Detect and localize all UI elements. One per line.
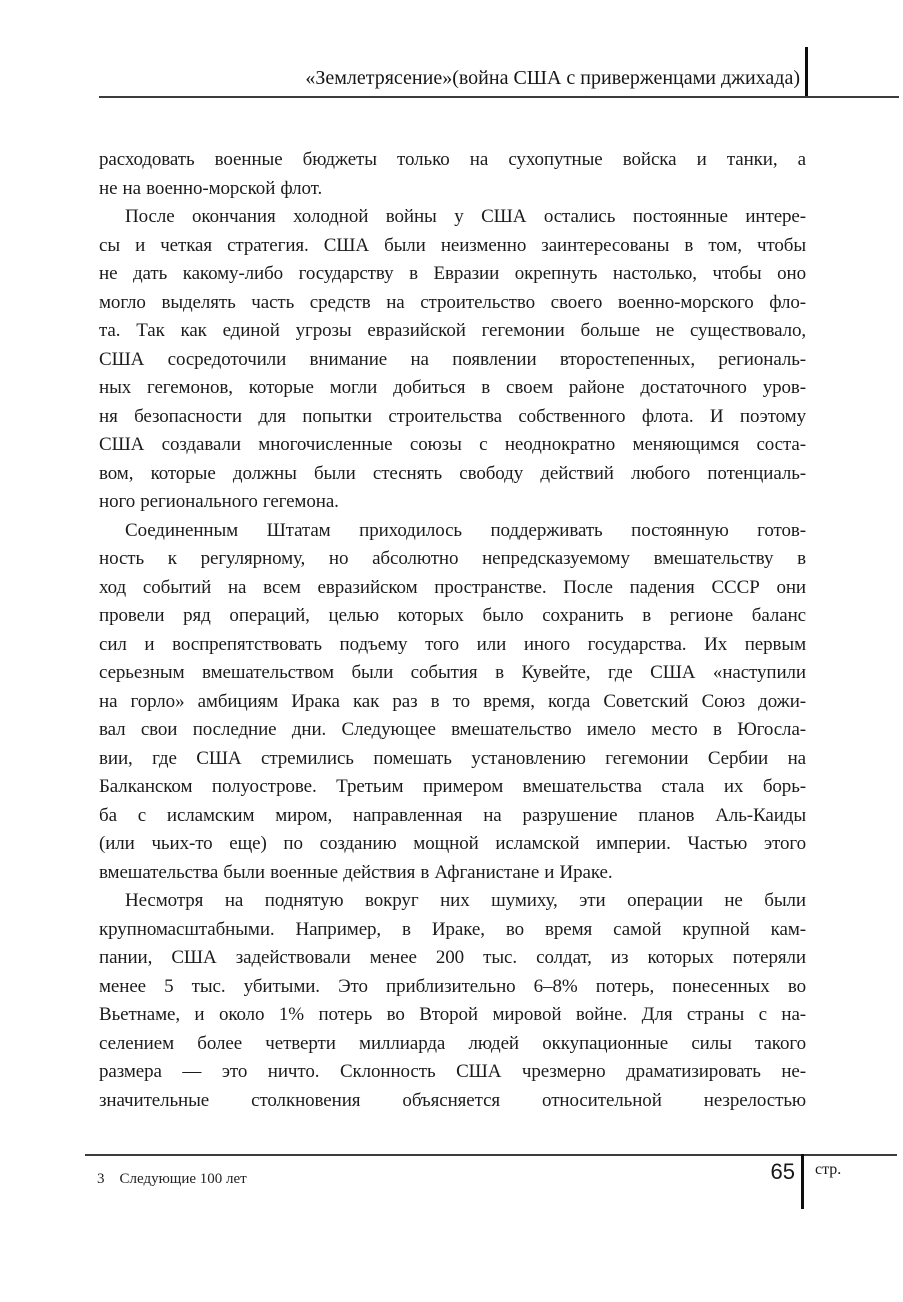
text-line: сы и четкая стратегия. США были неизменно заинтересованы в том, чтобы — [99, 234, 806, 256]
text-line: провели ряд операций, целью которых было сохранить в регионе баланс — [99, 605, 806, 626]
signature-number: 3 — [97, 1171, 105, 1187]
text-line: ба с исламским миром, направленная на разрушение планов Аль-Каиды — [99, 804, 806, 826]
page-number: 65 — [770, 1159, 795, 1184]
body-text — [99, 146, 806, 1115]
text-line: менее 5 тыс. убитыми. Это приблизительно 6–8% потерь, понесенных во — [99, 975, 806, 997]
text-line: ня безопасности для попытки строительства собственного флота. И поэтому — [99, 405, 806, 427]
text-line: селением более четверти миллиарда людей оккупационные силы такого — [99, 1032, 806, 1054]
text-line: на горло» амбициям Ирака как раз в то время, когда Советский Союз дожи- — [99, 690, 806, 712]
text-line: серьезным вмешательством были события в Кувейте, где США «наступили — [99, 662, 806, 683]
text-line: не дать какому-либо государству в Евразии окрепнуть настолько, чтобы оно — [99, 263, 806, 284]
paragraph — [99, 887, 806, 1115]
text-line: крупномасштабными. Например, в Ираке, во время самой крупной кам- — [99, 918, 806, 940]
text-line: США создавали многочисленные союзы с неоднократно меняющимся соста- — [99, 434, 806, 455]
text-line: вал свои последние дни. Следующее вмешательство имело место в Югосла- — [99, 719, 806, 740]
header-vertical-divider — [805, 47, 808, 98]
text-line: Несмотря на поднятую вокруг них шумиху, эти операции не были — [125, 890, 806, 911]
text-line: значительные столкновения объясняется относительной незрелостью — [99, 1089, 806, 1111]
footer-book-info — [97, 1171, 247, 1188]
header-rule — [99, 96, 899, 98]
paragraph — [99, 203, 806, 517]
text-line: ного регионального гегемона. — [99, 491, 339, 512]
page-number-label: стр. — [815, 1161, 842, 1178]
text-line: та. Так как единой угрозы евразийской гегемонии больше не существовало, — [99, 320, 806, 341]
text-line: вом, которые должны были стеснять свободу действий любого потенциаль- — [99, 462, 806, 484]
paragraph — [99, 146, 806, 203]
text-line: (или чьих-то еще) по созданию мощной исламской империи. Частью этого — [99, 833, 806, 854]
book-title: Следующие 100 лет — [119, 1171, 247, 1187]
text-line: могло выделять часть средств на строительство своего военно-морского фло- — [99, 291, 806, 313]
text-line: сил и воспрепятствовать подъему того или иного государства. Их первым — [99, 633, 806, 655]
text-line: ных гегемонов, которые могли добиться в своем районе достаточного уров- — [99, 377, 806, 398]
text-line: расходовать военные бюджеты только на сухопутные войска и танки, а — [99, 149, 806, 170]
footer-vertical-divider — [801, 1154, 804, 1209]
text-line: вии, где США стремились помешать установлению гегемонии Сербии на — [99, 747, 806, 769]
running-head: «Землетрясение»(война США с приверженцами джихада) — [305, 67, 800, 89]
text-line: Соединенным Штатам приходилось поддерживать постоянную готов- — [125, 519, 806, 541]
footer-rule — [85, 1154, 897, 1156]
paragraph — [99, 517, 806, 888]
text-line: США сосредоточили внимание на появлении второстепенных, региональ- — [99, 348, 806, 370]
text-line: ность к регулярному, но абсолютно непредсказуемому вмешательству в — [99, 548, 806, 569]
text-line: не на военно-морской флот. — [99, 177, 323, 199]
text-line: Балканском полуострове. Третьим примером вмешательства стала их борь- — [99, 776, 806, 797]
text-line: Вьетнаме, и около 1% потерь во Второй мировой войне. Для страны с на- — [99, 1004, 806, 1025]
text-line: вмешательства были военные действия в Афганистане и Ираке. — [99, 861, 613, 883]
text-line: После окончания холодной войны у США остались постоянные интере- — [125, 206, 806, 227]
text-line: пании, США задействовали менее 200 тыс. солдат, из которых потеряли — [99, 947, 806, 968]
text-line: ход событий на всем евразийском пространстве. После падения СССР они — [99, 576, 806, 598]
text-line: размера — это ничто. Склонность США чрезмерно драматизировать не- — [99, 1061, 806, 1082]
